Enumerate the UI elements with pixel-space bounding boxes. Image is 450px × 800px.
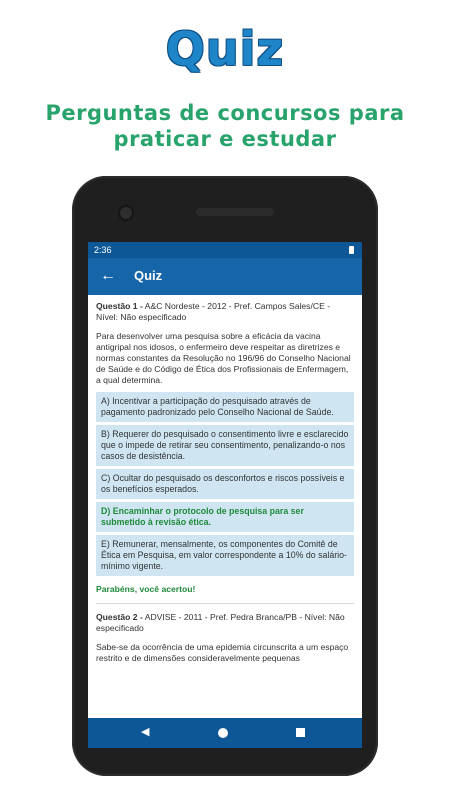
question-text: Sabe-se da ocorrência de uma epidemia circunscrita a um espaço restrito e de dimensões consideravelmente pequenas xyxy=(96,642,349,663)
promo-subtitle-line1: Perguntas de concursos para xyxy=(45,101,405,125)
status-bar xyxy=(88,242,362,258)
question-number: Questão 1 - xyxy=(96,301,143,311)
question-meta xyxy=(96,612,354,634)
question-divider xyxy=(96,603,354,604)
promo-subtitle-line2: praticar e estudar xyxy=(113,127,337,151)
option-a[interactable]: A) Incentivar a participação do pesquisado através de pagamento padronizado pelo Conselho Nacional de Saúde. xyxy=(96,392,354,422)
nav-bar xyxy=(88,718,362,748)
question-meta xyxy=(96,301,354,323)
option-c[interactable]: C) Ocultar do pesquisado os desconfortos e riscos possíveis e os benefícios esperados. xyxy=(96,469,354,499)
status-time: 2:36 xyxy=(94,245,112,255)
quiz-content[interactable] xyxy=(88,295,362,664)
question-source: A&C Nordeste - 2012 - Pref. Campos Sales/CE - Nível: Não especificado xyxy=(96,301,331,322)
question-text: Para desenvolver uma pesquisa sobre a eficácia da vacina antigripal nos idosos, o enfermeiro deve respeitar as diretrizes e normas constantes da Resolução no 196/96 do Conselho Nacional de Saúde e do Código de Ética dos Profissionais de Enfermagem, a qual determina. xyxy=(96,331,351,385)
app-bar xyxy=(88,258,362,295)
nav-home-icon[interactable] xyxy=(218,728,228,738)
phone-screen xyxy=(88,242,362,748)
option-b[interactable]: B) Requerer do pesquisado o consentimento livre e esclarecido que o impede de retirar seu consentimento, penalizando-o nos casos de desistência. xyxy=(96,425,354,466)
nav-back-icon[interactable]: ◀ xyxy=(141,726,150,738)
battery-icon xyxy=(349,246,354,254)
promo-subtitle xyxy=(20,100,430,152)
arrow-left-icon[interactable]: ← xyxy=(100,267,116,284)
option-e[interactable]: E) Remunerar, mensalmente, os componentes do Comitê de Ética em Pesquisa, em valor correspondente a 10% do salário-mínimo vigente. xyxy=(96,535,354,576)
answer-feedback: Parabéns, você acertou! xyxy=(96,584,196,594)
promo-title: Quiz xyxy=(165,22,285,76)
phone-frame xyxy=(72,176,378,776)
option-d[interactable]: D) Encaminhar o protocolo de pesquisa para ser submetido à revisão ética. xyxy=(96,502,354,532)
question-source: ADVISE - 2011 - Pref. Pedra Branca/PB - Nível: Não especificado xyxy=(96,612,345,633)
nav-recents-icon[interactable] xyxy=(296,728,305,737)
app-bar-title: Quiz xyxy=(134,268,163,283)
question-number: Questão 2 - xyxy=(96,612,143,622)
camera-icon xyxy=(120,207,132,219)
speaker-grille xyxy=(196,208,274,216)
